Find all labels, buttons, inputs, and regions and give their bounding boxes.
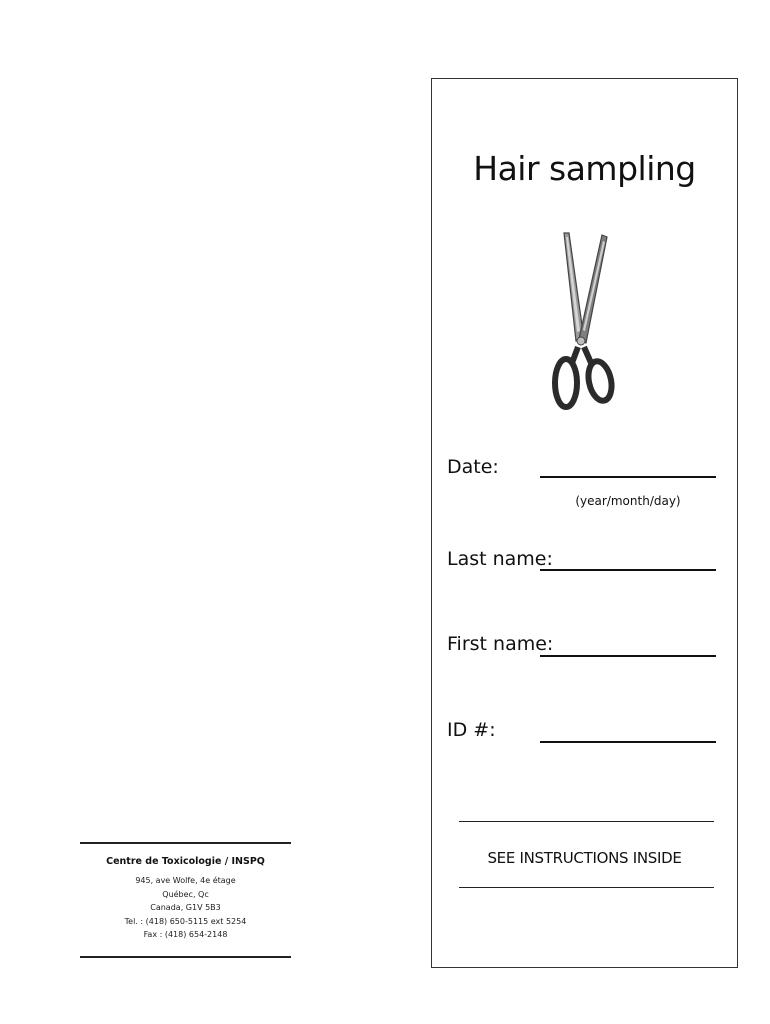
first-name-line[interactable] — [540, 655, 716, 657]
id-line[interactable] — [540, 741, 716, 743]
last-name-line[interactable] — [540, 569, 716, 571]
id-label: ID #: — [447, 719, 496, 741]
scissors-icon — [542, 231, 622, 421]
address-block — [80, 842, 291, 958]
date-label: Date: — [447, 456, 499, 478]
instructions-top-rule — [459, 821, 714, 822]
last-name-label: Last name: — [447, 548, 553, 570]
address-lines — [80, 874, 291, 942]
address-street: 945, ave Wolfe, 4e étage — [135, 876, 236, 885]
instructions-note: SEE INSTRUCTIONS INSIDE — [487, 849, 682, 867]
date-format-hint: (year/month/day) — [575, 494, 681, 508]
first-name-label: First name: — [447, 633, 554, 655]
hair-sampling-card — [431, 78, 738, 968]
instructions-bottom-rule — [459, 887, 714, 888]
address-fax: Fax : (418) 654-2148 — [143, 930, 228, 939]
address-phone: Tel. : (418) 650-5115 ext 5254 — [124, 916, 247, 926]
address-city: Québec, Qc — [162, 889, 209, 899]
address-postal: Canada, G1V 5B3 — [150, 903, 221, 912]
card-title: Hair sampling — [473, 149, 696, 188]
organization-name: Centre de Toxicologie / INSPQ — [106, 856, 265, 867]
date-line[interactable] — [540, 476, 716, 478]
